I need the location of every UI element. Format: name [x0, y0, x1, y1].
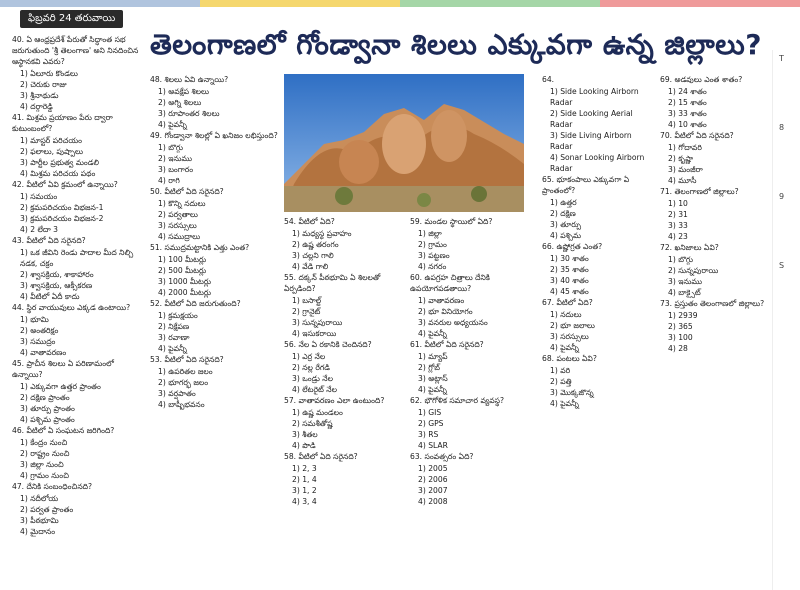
answer-option: 4) వాతావరణం: [20, 348, 67, 357]
question-text: 64.: [542, 75, 555, 84]
question-text: 56. నేల ఏ రకానికి చెందినది?: [284, 340, 372, 349]
answer-option: 3) క్రమపరిచయం విభజన-2: [20, 214, 104, 223]
answer-option: 1) మాస్టర్ పరిచయం: [20, 136, 82, 145]
right-edge-column: [772, 50, 800, 590]
answer-option: 4) వీటిలో ఏదీ కాదు: [20, 292, 80, 301]
page-title: తెలంగాణలో గోండ్వానా శిలలు ఎక్కువగా ఉన్న జిల్లాలు?: [150, 28, 762, 61]
answer-option: 4) 10 శాతం: [668, 120, 707, 129]
answer-option: 2) 31: [668, 210, 688, 219]
answer-option: 4) 23: [668, 232, 688, 241]
question-text: 72. ఖనిజాలు ఏవి?: [660, 243, 719, 252]
answer-option: 3) 100: [668, 333, 693, 342]
answer-option: 2) భూ జలాలు: [550, 321, 595, 330]
answer-option: 2) 500 మీటర్లు: [158, 266, 207, 275]
answer-option: 2) చెరుకు రాజు: [20, 80, 67, 89]
answer-option: 2) నిక్షేపణ: [158, 322, 190, 331]
question-text: 73. ప్రస్తుతం తెలంగాణలో జిల్లాలు?: [660, 299, 765, 308]
question-text: 50. వీటిలో ఏది సరైనది?: [150, 187, 224, 196]
answer-option: 4) సముద్రాలు: [158, 232, 201, 241]
answer-option: 1) వాతావరణం: [418, 296, 465, 305]
answer-option: 4) Sonar Looking Airborn Radar: [550, 153, 645, 173]
answer-option: 1) మ్యాప్: [418, 352, 448, 361]
answer-option: 2) 2006: [418, 475, 448, 484]
answer-option: 3) తూర్పు ప్రాంతం: [20, 404, 75, 413]
answer-option: 4) పశ్చిమ: [550, 231, 582, 240]
answer-option: 1) ఏలూరు కొండలు: [20, 69, 78, 78]
answer-option: 4) మిశ్రమ పరిచయ పథం: [20, 169, 96, 178]
answer-option: 2) ఫలాలు, పుష్పాలు: [20, 147, 84, 156]
question-text: 49. గోండ్వానా శిలల్లో ఏ ఖనిజం లభిస్తుంది?: [150, 131, 278, 140]
top-color-strip: [0, 0, 800, 7]
edge-mark: S: [779, 261, 785, 270]
answer-option: 4) పైవన్నీ: [418, 329, 447, 338]
answer-option: 2) ఉష్ణ తరంగం: [292, 240, 339, 249]
answer-option: 1) ఎక్కువగా ఉత్తర ప్రాంతం: [20, 382, 101, 391]
answer-option: 2) 365: [668, 322, 693, 331]
question-text: 46. వీటిలో ఏ సంఘటన జరిగింది?: [12, 426, 115, 435]
answer-option: 3) 33: [668, 221, 688, 230]
answer-option: 1) కొన్ని నదులు: [158, 199, 206, 208]
answer-option: 2) గ్రామం: [418, 240, 447, 249]
answer-option: 2) సమశీతోష్ణ: [292, 419, 333, 428]
question-text: 41. మిశ్రమ ప్రయాణం పేరు ద్వారా కుటుంబంలో?: [12, 113, 113, 133]
answer-option: 3) మంజీరా: [668, 165, 703, 174]
answer-option: 2) ఇనుము: [158, 154, 193, 163]
answer-option: 4) రాగి: [158, 176, 180, 185]
answer-option: 1) వరి: [550, 366, 571, 375]
answer-option: 4) SLAR: [418, 441, 448, 450]
answer-option: 1) బసాల్ట్: [292, 296, 322, 305]
answer-option: 3) మొక్కజొన్న: [550, 388, 594, 397]
answer-option: 3) జిల్లా నుంచి: [20, 460, 64, 469]
answer-option: 2) దక్షిణ ప్రాంతం: [20, 393, 70, 402]
answer-option: 4) పైవన్నీ: [158, 344, 187, 353]
question-text: 59. మండల స్థాయిలో ఏది?: [410, 217, 493, 226]
answer-option: 2) అంతరిక్షం: [20, 326, 59, 335]
answer-option: 2) అగ్ని శిలలు: [158, 98, 202, 107]
answer-option: 2) గ్లోబ్: [418, 363, 440, 372]
answer-option: 1) Side Looking Airborn Radar: [550, 87, 639, 107]
question-text: 47. దేనికి సంబంధించినది?: [12, 482, 93, 491]
question-text: 58. వీటిలో ఏది సరైనది?: [284, 452, 358, 461]
answer-option: 2) క్రమపరిచయం విభజన-1: [20, 203, 104, 212]
answer-option: 3) సముద్రం: [20, 337, 56, 346]
answer-option: 1) ఉత్తర: [550, 198, 577, 207]
answer-option: 1) నదులు: [550, 310, 582, 319]
answer-option: 1) 10: [668, 199, 688, 208]
answer-option: 1) 30 శాతం: [550, 254, 589, 263]
answer-option: 3) బంగారం: [158, 165, 194, 174]
answer-option: 2) పర్వత ప్రాంతం: [20, 505, 74, 514]
question-text: 63. సంవత్సరం ఏది?: [410, 452, 474, 461]
answer-option: 4) పైవన్నీ: [550, 343, 579, 352]
answer-option: 1) 100 మీటర్లు: [158, 255, 207, 264]
answer-option: 3) తూర్పు: [550, 220, 582, 229]
answer-option: 3) రూపాంతర శిలలు: [158, 109, 220, 118]
answer-option: 2) పర్వతాలు: [158, 210, 198, 219]
question-text: 69. అడవులు ఎంత శాతం?: [660, 75, 743, 84]
answer-option: 1) గోదావరి: [668, 143, 702, 152]
answer-option: 3) సరస్సులు: [158, 221, 197, 230]
answer-option: 4) 2 లేదా 3: [20, 225, 58, 234]
answer-option: 4) లేటరైట్ నేల: [292, 385, 337, 394]
answer-option: 1) ఉపరితల జలం: [158, 367, 213, 376]
answer-option: 4) పైవన్నీ: [418, 385, 447, 394]
question-text: 70. వీటిలో ఏది సరైనది?: [660, 131, 734, 140]
answer-option: 3) పార్టీల ప్రభుత్వ మండలి: [20, 158, 99, 167]
answer-option: 1) నదీలోయ: [20, 494, 59, 503]
question-column-5: [542, 74, 656, 586]
answer-option: 4) బాష్పీభవనం: [158, 400, 205, 409]
answer-option: 2) శ్వాసక్రియ, శాకాహారం: [20, 270, 94, 279]
answer-option: 3) చల్లని గాలి: [292, 251, 334, 260]
answer-option: 2) 15 శాతం: [668, 98, 707, 107]
answer-option: 4) దర్గారెడ్డి: [20, 102, 53, 111]
answer-option: 4) 2000 మీటర్లు: [158, 288, 211, 297]
answer-option: 4) 28: [668, 344, 688, 353]
question-text: 51. సముద్రమట్టానికి ఎత్తు ఎంత?: [150, 243, 250, 252]
question-column-2: [150, 74, 278, 586]
answer-option: 3) రవాణా: [158, 333, 190, 342]
answer-option: 2) పత్తి: [550, 377, 572, 386]
answer-option: 2) 1, 4: [292, 475, 317, 484]
answer-option: 4) 2008: [418, 497, 448, 506]
question-column-3: [284, 216, 406, 586]
question-text: 45. ప్రాచీన శిలలు ఏ పరిణామంలో ఉన్నాయి?: [12, 359, 114, 379]
answer-option: 2) Side Looking Aerial Radar: [550, 109, 633, 129]
question-text: 43. వీటిలో ఏది సరైనది?: [12, 236, 86, 245]
question-text: 40. ఏ ఆంధ్రప్రదేశ్ పేరుతో సిద్ధాంత సభ జరుగుతుంది 'శ్రీ తెలంగాణ' అని నినదించిన ఆస్థానకవి ఎవరు?: [12, 35, 139, 66]
answer-option: 3) వర్షపాతం: [158, 389, 196, 398]
answer-option: 2) రాష్ట్రం నుంచి: [20, 449, 70, 458]
answer-option: 1) ఉష్ణ మండలం: [292, 408, 343, 417]
answer-option: 4) మైదానం: [20, 527, 56, 536]
answer-option: 1) 2939: [668, 311, 698, 320]
edge-mark: 8: [779, 123, 785, 132]
answer-option: 3) ఒండ్రు నేల: [292, 374, 333, 383]
answer-option: 3) శీతల: [292, 430, 318, 439]
question-text: 57. వాతావరణం ఎలా ఉంటుంది?: [284, 396, 385, 405]
answer-option: 3) అట్లాస్: [418, 374, 448, 383]
question-column-1: [12, 34, 140, 586]
answer-option: 4) నగరం: [418, 262, 447, 271]
edge-mark: 9: [779, 192, 785, 201]
question-text: 66. ఉష్ణోగ్రత ఎంత?: [542, 242, 603, 251]
answer-option: 1) భూమి: [20, 315, 49, 324]
question-column-6: [660, 74, 770, 586]
answer-option: 2) సున్నపురాయి: [668, 266, 719, 275]
answer-option: 1) GIS: [418, 408, 442, 417]
answer-option: 3) 40 శాతం: [550, 276, 589, 285]
question-text: 71. తెలంగాణలో జిల్లాలు?: [660, 187, 739, 196]
answer-option: 3) RS: [418, 430, 439, 439]
answer-option: 4) పైవన్నీ: [550, 399, 579, 408]
question-text: 52. వీటిలో ఏది జరుగుతుంది?: [150, 299, 241, 308]
question-text: 54. వీటిలో ఏది?: [284, 217, 335, 226]
answer-option: 3) ఇనుము: [668, 277, 703, 286]
answer-option: 4) బాక్సైట్: [668, 288, 701, 297]
answer-option: 4) మూసీ: [668, 176, 697, 185]
answer-option: 3) 33 శాతం: [668, 109, 707, 118]
date-tag: ఫిబ్రవరి 24 తరువాయి: [20, 10, 123, 28]
answer-option: 3) Side Living Airborn Radar: [550, 131, 632, 151]
question-text: 53. వీటిలో ఏది సరైనది?: [150, 355, 224, 364]
answer-option: 2) కృష్ణా: [668, 154, 694, 163]
answer-option: 3) పీఠభూమి: [20, 516, 59, 525]
answer-option: 3) వనరుల అధ్యయనం: [418, 318, 488, 327]
answer-option: 3) 2007: [418, 486, 448, 495]
answer-option: 1) 24 శాతం: [668, 87, 707, 96]
answer-option: 3) సరస్సులు: [550, 332, 589, 341]
answer-option: 3) పట్టణం: [418, 251, 450, 260]
edge-mark: T: [779, 54, 784, 63]
answer-option: 1) అవక్షేప శిలలు: [158, 87, 210, 96]
answer-option: 1) 2, 3: [292, 464, 317, 473]
answer-option: 2) దక్షిణ: [550, 209, 576, 218]
answer-option: 1) బొగ్గు: [158, 143, 183, 152]
answer-option: 3) శ్రీనాథుడు: [20, 91, 59, 100]
answer-option: 1) క్రమక్షయం: [158, 311, 198, 320]
question-text: 67. వీటిలో ఏది?: [542, 298, 593, 307]
question-text: 60. ఉపగ్రహ చిత్రాలు దేనికి ఉపయోగపడతాయి?: [410, 273, 490, 293]
question-text: 62. భౌగోళిక సమాచార వ్యవస్థ?: [410, 396, 504, 405]
answer-option: 4) పశ్చిమ ప్రాంతం: [20, 415, 75, 424]
answer-option: 2) గ్రానైట్: [292, 307, 321, 316]
answer-option: 1) సమయం: [20, 192, 58, 201]
answer-option: 4) పైవన్నీ: [158, 120, 187, 129]
question-text: 48. శిలలు ఏవి ఉన్నాయి?: [150, 75, 229, 84]
answer-option: 3) శ్వాసక్రియ, ఆక్సీకరణ: [20, 281, 93, 290]
answer-option: 1) మధ్యస్థ ప్రవాహం: [292, 229, 352, 238]
answer-option: 2) భూ వినియోగం: [418, 307, 473, 316]
answer-option: 3) 1000 మీటర్లు: [158, 277, 211, 286]
question-text: 42. వీటిలో ఏవి క్రమంలో ఉన్నాయి?: [12, 180, 118, 189]
answer-option: 4) పొడి: [292, 441, 316, 450]
answer-option: 4) 3, 4: [292, 497, 317, 506]
answer-option: 1) ఒక జీవిని రెండు పాదాల మీద నిల్చి నడక, చక్రం: [20, 248, 134, 268]
question-text: 44. స్థిర వాయువులు ఎక్కడ ఉంటాయి?: [12, 303, 131, 312]
answer-option: 1) జిల్లా: [418, 229, 442, 238]
answer-option: 1) ఎర్ర నేల: [292, 352, 326, 361]
answer-option: 4) ఇసుకరాయి: [292, 329, 337, 338]
answer-option: 2) భూగర్భ జలం: [158, 378, 209, 387]
gondwana-rocks-photo: [284, 74, 524, 212]
question-column-4: [410, 216, 536, 586]
question-text: 61. వీటిలో ఏది సరైనది?: [410, 340, 484, 349]
answer-option: 1) కేంద్రం నుంచి: [20, 438, 68, 447]
answer-option: 2) 35 శాతం: [550, 265, 589, 274]
question-text: 55. దక్కన్ పీఠభూమి ఏ శిలలతో ఏర్పడింది?: [284, 273, 381, 293]
answer-option: 4) గ్రామం నుంచి: [20, 471, 69, 480]
answer-option: 4) 45 శాతం: [550, 287, 589, 296]
answer-option: 2) GPS: [418, 419, 444, 428]
question-text: 65. భూకంపాలు ఎక్కువగా ఏ ప్రాంతంలో?: [542, 175, 630, 195]
answer-option: 3) సున్నపురాయి: [292, 318, 343, 327]
answer-option: 4) వేడి గాలి: [292, 262, 329, 271]
answer-option: 2) నల్ల రేగడి: [292, 363, 330, 372]
answer-option: 1) బొగ్గు: [668, 255, 693, 264]
question-text: 68. పంటలు ఏవి?: [542, 354, 597, 363]
answer-option: 3) 1, 2: [292, 486, 317, 495]
answer-option: 1) 2005: [418, 464, 448, 473]
